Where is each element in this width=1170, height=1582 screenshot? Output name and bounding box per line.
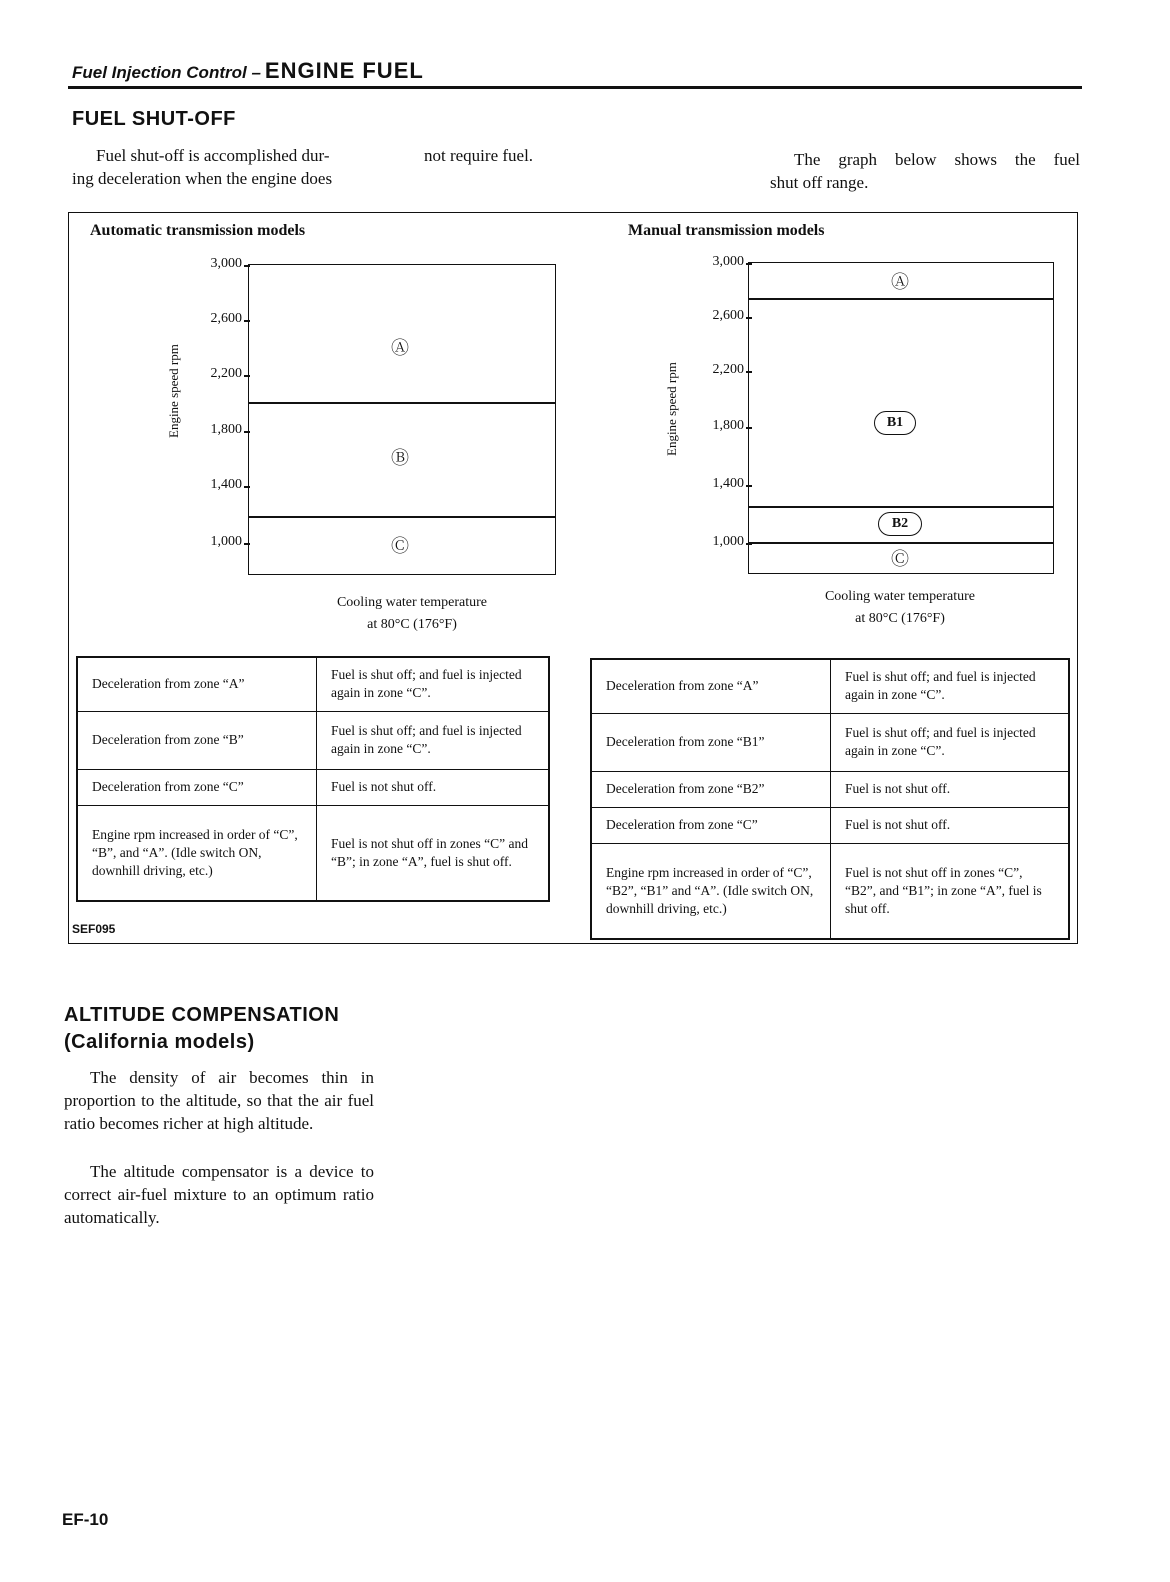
auto-tick-1400: 1,400 — [210, 477, 242, 492]
table-cell: Fuel is shut off; and fuel is injected again in zone “C”. — [317, 657, 550, 711]
col3-line2: shut off range. — [770, 173, 869, 192]
header-title: ENGINE FUEL — [264, 58, 424, 83]
auto-zone-b-label: Ⓑ — [391, 448, 409, 469]
altitude-heading-line2: (California models) — [64, 1031, 255, 1053]
table-cell: Deceleration from zone “C” — [591, 807, 831, 843]
table-row — [591, 713, 1069, 771]
man-tick-1000: 1,000 — [712, 534, 744, 549]
table-row — [77, 805, 549, 901]
header-section: Fuel Injection Control – — [72, 63, 261, 82]
man-zone-c-label: Ⓒ — [891, 549, 909, 570]
man-tick-2600: 2,600 — [712, 308, 744, 323]
man-tick-1400: 1,400 — [712, 476, 744, 491]
table-row — [77, 711, 549, 769]
man-zone-a-label: Ⓐ — [891, 272, 909, 293]
table-cell: Fuel is not shut off. — [831, 807, 1070, 843]
caption-line2: at 80°C (176°F) — [855, 611, 945, 626]
auto-zone-divider-bc — [248, 516, 556, 518]
table-row — [77, 657, 549, 711]
col3-line1: The graph below shows the fuel — [794, 150, 1080, 169]
manual-table — [590, 658, 1070, 940]
manual-y-axis-label: Engine speed rpm — [664, 362, 679, 456]
auto-zone-c-label: Ⓒ — [391, 536, 409, 557]
fuel-shutoff-col3 — [770, 148, 1080, 194]
manual-title: Manual transmission models — [628, 222, 825, 239]
table-row — [591, 771, 1069, 807]
auto-tick-1000: 1,000 — [210, 534, 242, 549]
table-cell: Engine rpm increased in order of “C”, “B”, and “A”. (Idle switch ON, downhill driving, etc.) — [77, 805, 317, 901]
figure-id: SEF095 — [72, 922, 116, 936]
auto-tick-2200: 2,200 — [210, 366, 242, 381]
auto-tick-1800: 1,800 — [210, 422, 242, 437]
man-zone-b1-label: B1 — [874, 411, 916, 435]
table-row — [591, 843, 1069, 939]
table-cell: Fuel is not shut off. — [317, 769, 550, 805]
fuel-shutoff-col1 — [72, 144, 392, 190]
table-row — [77, 769, 549, 805]
table-row — [591, 659, 1069, 713]
table-cell: Deceleration from zone “A” — [77, 657, 317, 711]
table-cell: Fuel is not shut off in zones “C” and “B”; in zone “A”, fuel is shut off. — [317, 805, 550, 901]
man-zone-divider-b2-c — [748, 542, 1054, 544]
automatic-zone-chart — [248, 264, 556, 575]
auto-tick-3000: 3,000 — [210, 256, 242, 271]
auto-zone-a-label: Ⓐ — [391, 338, 409, 359]
altitude-heading-line1: ALTITUDE COMPENSATION — [64, 1004, 340, 1026]
altitude-para2: The altitude compensator is a device to correct air-fuel mixture to an optimum ratio automatically. — [64, 1162, 374, 1227]
caption-line1: Cooling water temperature — [336, 595, 488, 610]
table-cell: Deceleration from zone “B2” — [591, 771, 831, 807]
automatic-table — [76, 656, 550, 902]
man-tick-1800: 1,800 — [712, 418, 744, 433]
automatic-y-axis-label: Engine speed rpm — [166, 344, 181, 438]
table-cell: Deceleration from zone “A” — [591, 659, 831, 713]
table-cell: Deceleration from zone “C” — [77, 769, 317, 805]
automatic-caption — [262, 592, 562, 636]
table-cell: Engine rpm increased in order of “C”, “B2”, “B1” and “A”. (Idle switch ON, downhill driving, etc.) — [591, 843, 831, 939]
table-cell: Fuel is not shut off in zones “C”, “B2”, and “B1”; in zone “A”, fuel is shut off. — [831, 843, 1070, 939]
automatic-title: Automatic transmission models — [90, 222, 306, 239]
table-cell: Deceleration from zone “B1” — [591, 713, 831, 771]
table-cell: Fuel is not shut off. — [831, 771, 1070, 807]
running-header — [72, 58, 424, 84]
col1-line2: ing deceleration when the engine does — [72, 169, 333, 188]
man-tick-3000: 3,000 — [712, 254, 744, 269]
header-rule — [68, 86, 1082, 89]
table-cell: Fuel is shut off; and fuel is injected again in zone “C”. — [831, 713, 1070, 771]
man-zone-divider-b1-b2 — [748, 506, 1054, 508]
auto-tick-2600: 2,600 — [210, 311, 242, 326]
table-row — [591, 807, 1069, 843]
altitude-para1: The density of air becomes thin in proportion to the altitude, so that the air fuel ratio becomes richer at high altitude. — [64, 1068, 374, 1133]
table-cell: Fuel is shut off; and fuel is injected again in zone “C”. — [317, 711, 550, 769]
manual-caption — [750, 586, 1050, 630]
man-zone-divider-a-b1 — [748, 298, 1054, 300]
altitude-heading — [64, 1004, 339, 1054]
table-cell: Fuel is shut off; and fuel is injected again in zone “C”. — [831, 659, 1070, 713]
table-cell: Deceleration from zone “B” — [77, 711, 317, 769]
man-tick-2200: 2,200 — [712, 362, 744, 377]
man-zone-b2-label: B2 — [878, 512, 922, 536]
fuel-shutoff-heading: FUEL SHUT-OFF — [72, 108, 236, 130]
auto-zone-divider-ab — [248, 402, 556, 404]
fuel-shutoff-col2: not require fuel. — [424, 146, 534, 165]
col1-line1: Fuel shut-off is accomplished dur- — [96, 146, 330, 165]
caption-line2: at 80°C (176°F) — [367, 617, 457, 632]
page-number: EF-10 — [62, 1510, 109, 1529]
caption-line1: Cooling water temperature — [824, 589, 976, 604]
